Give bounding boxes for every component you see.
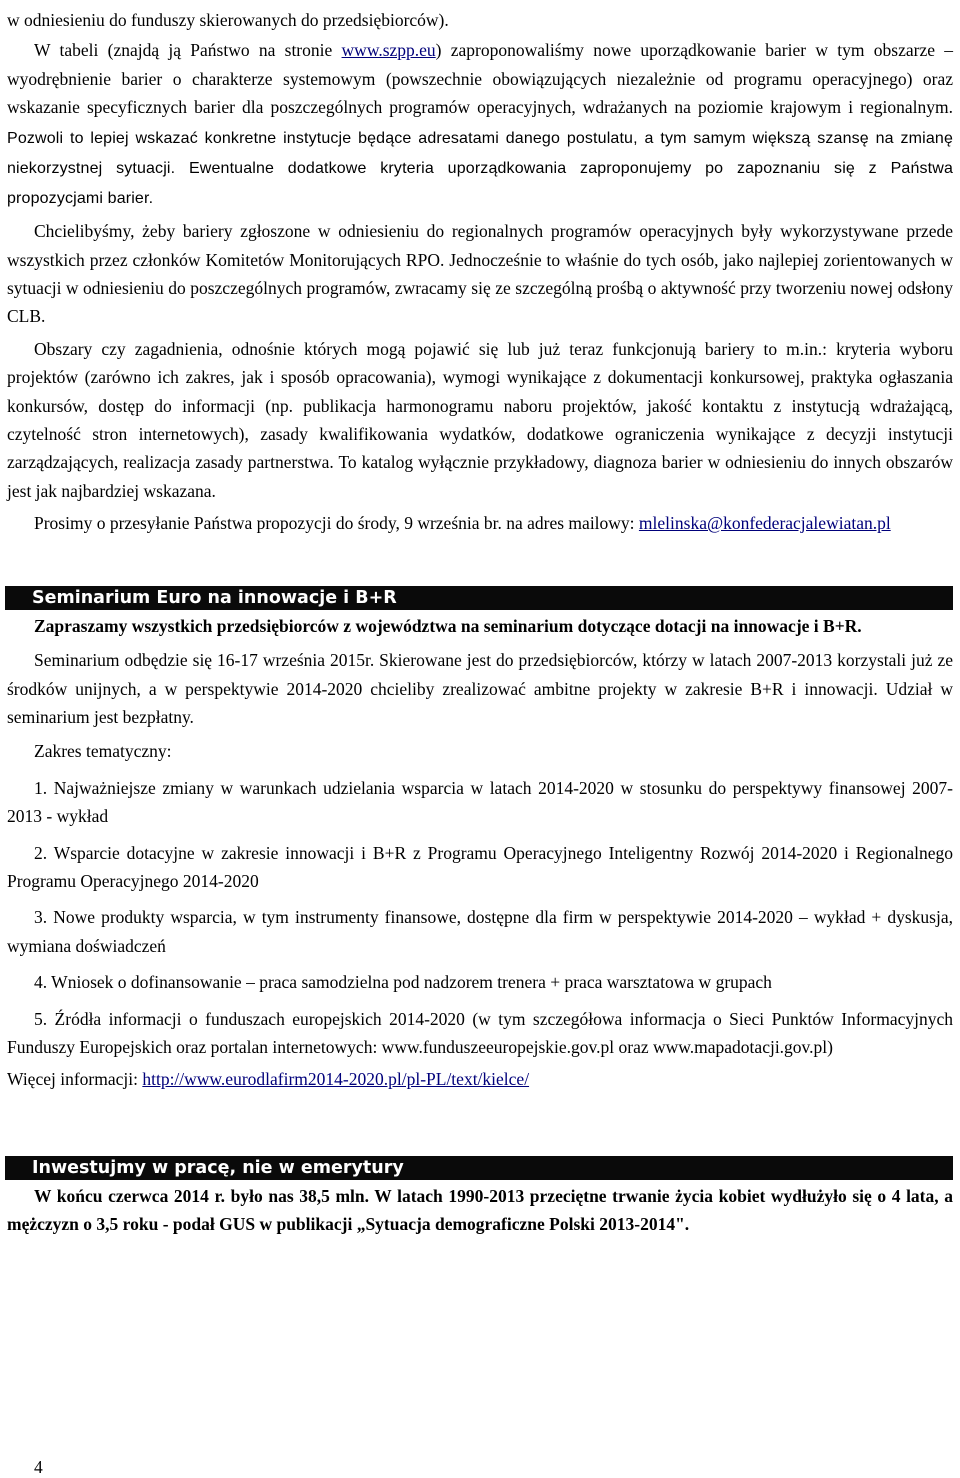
inwestujmy-lead (7, 1182, 953, 1239)
list-item: 5. Źródła informacji o funduszach europejskich 2014-2020 (w tym szczegółowa informacja o Sieci Punktów Informacyjnych Funduszy Europejskich oraz portalan internetowych: www.funduszeeuropejskie.gov.pl oraz www.mapadotacji.gov.pl) (7, 1008, 953, 1057)
list-item: 3. Nowe produkty wsparcia, w tym instrumenty finansowe, dostępne dla firm w perspektywie 2014-2020 – wykład + dyskusja, wymiana doświadczeń (7, 907, 953, 956)
paragraph-tabela-rest: Pozwoli to lepiej wskazać konkretne instytucje będące adresatami danego postulatu, a tym samym większą szansę na zmianę niekorzystnej sytuacji. Ewentualne dodatkowe kryteria uporządkowania zaproponujemy po zapoznaniu się z Państwa propozycjami barier. (7, 130, 953, 208)
intro-text: w odniesieniu do funduszy skierowanych do przedsiębiorców). (7, 10, 449, 30)
paragraph-prosimy-text: Prosimy o przesyłanie Państwa propozycji do środy, 9 września br. na adres mailowy: (34, 513, 639, 534)
paragraph-chcielibysmy: Chcielibyśmy, żeby bariery zgłoszone w odniesieniu do regionalnych programów operacyjnych były wykorzystywane przede wszystkich przez członków Komitetów Monitorujących RPO. Jednocześnie to właśnie do tych osób, jako najlepiej zorientowanych w sytuacji w odniesieniu do poszczególnych programów, zwracamy się ze szczególną prośbą o aktywność przy tworzeniu nowej odsłony CLB. (7, 221, 953, 327)
inwestujmy-lead-text: W końcu czerwca 2014 r. było nas 38,5 mln. W latach 1990-2013 przeciętne trwanie życia kobiet wydłużyło się o 4 lata, a mężczyzn o 3,5 roku - podał GUS w publikacji „Sytuacja demograficzne Polski 2013-2014". (7, 1185, 953, 1235)
seminarium-paragraph: Seminarium odbędzie się 16-17 września 2015r. Skierowane jest do przedsiębiorców, którzy w latach 2007-2013 korzystali już ze środków unijnych, a w perspektywie 2014-2020 chcieliby zrealizować ambitne projekty w zakresie B+R i innowacji. Udział w seminarium jest bezpłatny. (7, 650, 953, 727)
eurodlafirm-link[interactable]: http://www.eurodlafirm2014-2020.pl/pl-PL/text/kielce/ (142, 1069, 530, 1090)
section-heading-inwestujmy: Inwestujmy w pracę, nie w emerytury (5, 1156, 953, 1180)
seminarium-lead-text: Zapraszamy wszystkich przedsiębiorców z województwa na seminarium dotyczące dotacji na innowacje i B+R. (34, 615, 862, 636)
list-item: 4. Wniosek o dofinansowanie – praca samodzielna pod nadzorem trenera + praca warsztatowa w grupach (34, 972, 772, 993)
more-info-label: Więcej informacji: (7, 1069, 143, 1090)
szpp-link[interactable]: www.szpp.eu (341, 40, 436, 61)
section-heading-seminarium: Seminarium Euro na innowacje i B+R (5, 586, 953, 610)
list-item: 2. Wsparcie dotacyjne w zakresie innowacji i B+R z Programu Operacyjnego Inteligentny Rozwój 2014-2020 i Regionalnego Programu Operacyjnego 2014-2020 (7, 842, 953, 891)
paragraph-tabela-start: W tabeli (znajdą ją Państwo na stronie (34, 40, 342, 61)
paragraph-tabela (7, 36, 953, 213)
paragraph-obszary: Obszary czy zagadnienia, odnośnie których mogą pojawić się lub już teraz funkcjonują bariery to m.in.: kryteria wyboru projektów (zarówno ich zakres, jak i sposób opracowania), wymogi wynikające z dokumentacji konkursowej, praktyka ogłaszania konkursów, dostęp do informacji (np. publikacja harmonogramu naboru projektów, jakość kontaktu z instytucją wdrażającą, czytelność stron internetowych), zasady kwalifikowania wydatków, dodatkowe ograniczenia wynikające z decyzji instytucji zarządzających, realizacja zasady partnerstwa. To katalog wyłącznie przykładowy, diagnoza barier w odniesieniu do innych obszarów jest jak najbardziej wskazana. (7, 338, 953, 501)
list-item: 1. Najważniejsze zmiany w warunkach udzielania wsparcia w latach 2014-2020 w stosunku do perspektywy finansowej 2007-2013 - wykład (7, 777, 953, 827)
paragraph-tabela-body: ) zaproponowaliśmy nowe uporządkowanie barier w tym obszarze – wyodrębnienie barier o charakterze systemowym (powszechnie obowiązujących niezależnie od programu operacyjnego) oraz wskazanie specyficznych barier dla poszczególnych programów operacyjnych, wdrażanych na poziomie krajowym i regionalnym. (7, 40, 953, 118)
more-info (7, 1065, 953, 1093)
intro-line (7, 6, 953, 34)
page-number: 4 (34, 1457, 43, 1477)
document-page (7, 0, 953, 1239)
seminarium-lead (7, 612, 953, 640)
email-link[interactable]: mlelinska@konfederacjalewiatan.pl (638, 513, 891, 534)
zakres-label: Zakres tematyczny: (34, 741, 172, 762)
paragraph-prosimy (7, 509, 953, 537)
